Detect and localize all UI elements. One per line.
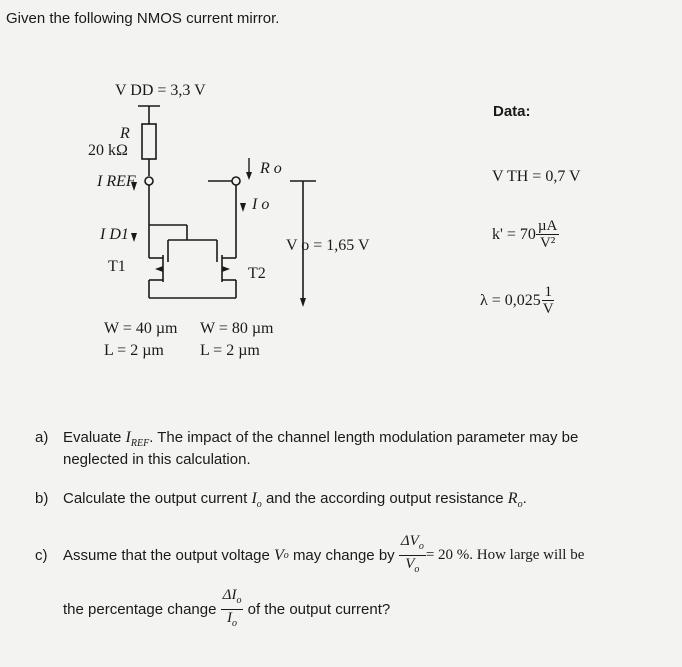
delta-vo-fraction: $\frac{\Delta V_o}{V_o}$ [400, 533, 424, 575]
resistor-r [142, 124, 156, 159]
problem-title: Given the following NMOS current mirror. [6, 10, 280, 27]
lambda-prefix: λ = 0,025 [480, 291, 541, 309]
t2-label: T2 [248, 265, 266, 282]
question-b: b) Calculate the output current $I_o$ and the according output resistance $R_o$. [35, 490, 527, 510]
question-a: a) Evaluate $I_{REF}$. The impact of the channel length modulation parameter may be neglected in this calculation. [35, 429, 675, 468]
iref-label: I REF [97, 173, 136, 190]
t1-width: W = 40 µm [104, 320, 178, 337]
io-arrow-icon [240, 203, 246, 212]
vth-value: V TH = 0,7 V [492, 168, 581, 185]
delta-io-fraction: $\frac{\Delta I_o}{I_o}$ [222, 587, 242, 629]
question-c-line2: the percentage change $\frac{\Delta I_o}{I_o}$ of the output current? [63, 587, 390, 632]
k-unit-den: V² [539, 235, 556, 251]
id1-label: I D1 [100, 226, 129, 243]
question-a-label: a) [35, 429, 49, 446]
data-heading: Data: [493, 103, 531, 120]
question-c-label: c) [35, 547, 48, 564]
vo-label: V o = 1,65 V [286, 237, 370, 254]
t2-source-arrow-icon [222, 266, 230, 272]
io-label: I o [252, 196, 270, 213]
lambda-unit-num: 1 [544, 284, 552, 300]
k-unit-num: µA [537, 218, 558, 234]
t2-length: L = 2 µm [200, 342, 260, 359]
ro-arrow-icon [246, 172, 252, 180]
question-c: c) Assume that the output voltage V o may change by $\frac{\Delta V_o}{V_o}$ = 20 %. How large will be [35, 533, 680, 578]
t1-length: L = 2 µm [104, 342, 164, 359]
r-value: 20 kΩ [88, 142, 128, 159]
question-a-line2: neglected in this calculation. [63, 451, 251, 468]
id1-arrow-icon [131, 233, 137, 242]
t1-label: T1 [108, 258, 126, 275]
vo-arrow-icon [300, 298, 306, 307]
r-label: R [120, 125, 130, 142]
t2-width: W = 80 µm [200, 320, 274, 337]
vdd-label: V DD = 3,3 V [115, 82, 206, 99]
iref-node [145, 177, 153, 185]
t1-source-arrow-icon [155, 266, 163, 272]
question-b-label: b) [35, 490, 49, 507]
k-prefix: k' = 70 [492, 225, 536, 243]
output-node [232, 177, 240, 185]
k-prime-value [492, 218, 559, 251]
ro-label: R o [260, 160, 282, 177]
lambda-value [480, 284, 556, 317]
lambda-unit-den: V [542, 301, 554, 317]
